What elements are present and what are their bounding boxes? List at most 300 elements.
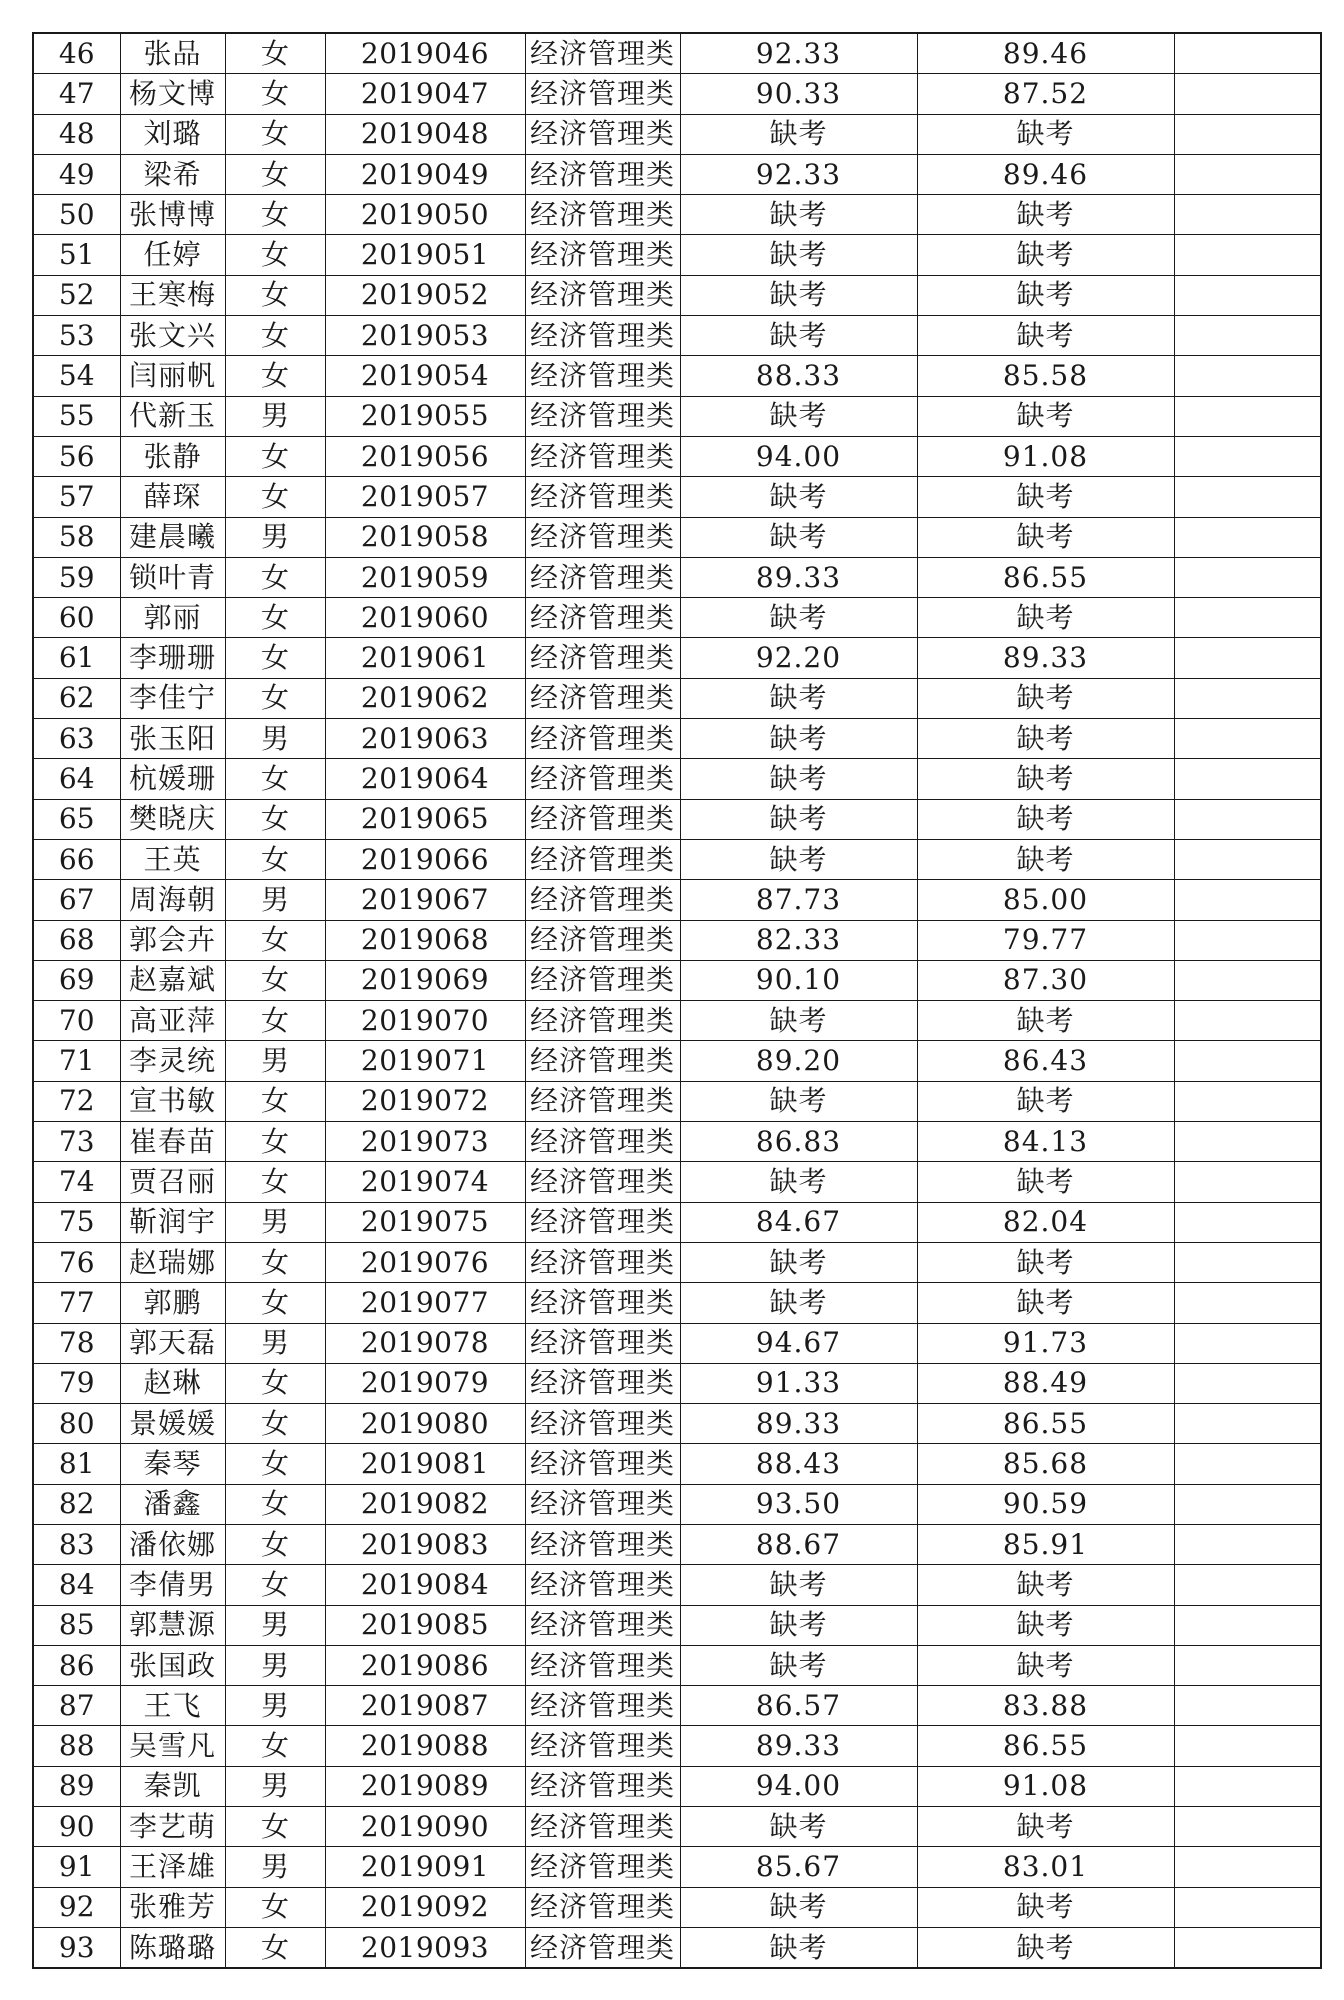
cell-remark: [1174, 1404, 1321, 1444]
cell-remark: [1174, 1686, 1321, 1726]
cell-category: 经济管理类: [525, 1283, 680, 1323]
table-row: [33, 1242, 1321, 1282]
table-row: [33, 1524, 1321, 1564]
cell-name: 秦凯: [120, 1766, 225, 1806]
cell-gender: 女: [225, 33, 325, 74]
cell-gender: 女: [225, 1001, 325, 1041]
cell-category: 经济管理类: [525, 557, 680, 597]
cell-exam-id: 2019052: [325, 275, 525, 315]
table-row: [33, 1484, 1321, 1524]
cell-name: 赵琳: [120, 1363, 225, 1403]
cell-number: 76: [33, 1242, 120, 1282]
cell-remark: [1174, 33, 1321, 74]
cell-remark: [1174, 1162, 1321, 1202]
cell-category: 经济管理类: [525, 33, 680, 74]
cell-remark: [1174, 356, 1321, 396]
cell-exam-id: 2019086: [325, 1645, 525, 1685]
cell-category: 经济管理类: [525, 1162, 680, 1202]
cell-score-written: 缺考: [680, 195, 917, 235]
cell-score-written: 缺考: [680, 477, 917, 517]
cell-name: 王寒梅: [120, 275, 225, 315]
cell-number: 65: [33, 799, 120, 839]
cell-gender: 男: [225, 1766, 325, 1806]
cell-score-written: 缺考: [680, 1283, 917, 1323]
cell-score-final: 缺考: [917, 235, 1174, 275]
cell-score-final: 缺考: [917, 1001, 1174, 1041]
cell-score-final: 缺考: [917, 316, 1174, 356]
table-row: [33, 1323, 1321, 1363]
cell-number: 50: [33, 195, 120, 235]
cell-score-final: 87.52: [917, 74, 1174, 114]
cell-remark: [1174, 275, 1321, 315]
cell-category: 经济管理类: [525, 1887, 680, 1927]
cell-category: 经济管理类: [525, 1927, 680, 1968]
cell-exam-id: 2019093: [325, 1927, 525, 1968]
cell-category: 经济管理类: [525, 1081, 680, 1121]
cell-score-final: 缺考: [917, 477, 1174, 517]
cell-name: 锁叶青: [120, 557, 225, 597]
cell-exam-id: 2019091: [325, 1847, 525, 1887]
cell-score-written: 缺考: [680, 678, 917, 718]
cell-category: 经济管理类: [525, 839, 680, 879]
cell-score-written: 缺考: [680, 396, 917, 436]
cell-score-final: 82.04: [917, 1202, 1174, 1242]
table-row: [33, 960, 1321, 1000]
cell-name: 张国政: [120, 1645, 225, 1685]
cell-category: 经济管理类: [525, 1807, 680, 1847]
cell-score-written: 缺考: [680, 598, 917, 638]
cell-gender: 女: [225, 356, 325, 396]
cell-gender: 男: [225, 1686, 325, 1726]
cell-category: 经济管理类: [525, 114, 680, 154]
cell-gender: 女: [225, 1524, 325, 1564]
cell-gender: 女: [225, 638, 325, 678]
table-body: [33, 33, 1321, 1968]
cell-exam-id: 2019046: [325, 33, 525, 74]
cell-number: 77: [33, 1283, 120, 1323]
cell-category: 经济管理类: [525, 1686, 680, 1726]
cell-gender: 女: [225, 1565, 325, 1605]
cell-score-final: 83.88: [917, 1686, 1174, 1726]
cell-score-final: 86.55: [917, 1404, 1174, 1444]
cell-exam-id: 2019073: [325, 1122, 525, 1162]
cell-name: 李珊珊: [120, 638, 225, 678]
cell-remark: [1174, 195, 1321, 235]
cell-number: 48: [33, 114, 120, 154]
cell-category: 经济管理类: [525, 356, 680, 396]
cell-remark: [1174, 1887, 1321, 1927]
cell-gender: 女: [225, 1444, 325, 1484]
cell-score-written: 缺考: [680, 1162, 917, 1202]
cell-remark: [1174, 114, 1321, 154]
cell-number: 68: [33, 920, 120, 960]
cell-number: 71: [33, 1041, 120, 1081]
cell-category: 经济管理类: [525, 1323, 680, 1363]
cell-score-final: 缺考: [917, 1887, 1174, 1927]
cell-remark: [1174, 920, 1321, 960]
table-row: [33, 1202, 1321, 1242]
cell-gender: 女: [225, 678, 325, 718]
table-row: [33, 1404, 1321, 1444]
cell-name: 潘鑫: [120, 1484, 225, 1524]
cell-name: 高亚萍: [120, 1001, 225, 1041]
cell-gender: 女: [225, 477, 325, 517]
cell-gender: 女: [225, 275, 325, 315]
cell-remark: [1174, 799, 1321, 839]
cell-gender: 男: [225, 396, 325, 436]
cell-score-final: 79.77: [917, 920, 1174, 960]
cell-score-written: 87.73: [680, 880, 917, 920]
cell-name: 李艺萌: [120, 1807, 225, 1847]
cell-gender: 女: [225, 436, 325, 476]
cell-number: 79: [33, 1363, 120, 1403]
cell-number: 46: [33, 33, 120, 74]
cell-number: 47: [33, 74, 120, 114]
cell-score-written: 缺考: [680, 1927, 917, 1968]
cell-exam-id: 2019075: [325, 1202, 525, 1242]
cell-remark: [1174, 557, 1321, 597]
cell-number: 53: [33, 316, 120, 356]
cell-number: 66: [33, 839, 120, 879]
cell-name: 闫丽帆: [120, 356, 225, 396]
cell-score-final: 缺考: [917, 799, 1174, 839]
cell-gender: 男: [225, 1605, 325, 1645]
cell-exam-id: 2019088: [325, 1726, 525, 1766]
cell-exam-id: 2019080: [325, 1404, 525, 1444]
cell-remark: [1174, 960, 1321, 1000]
cell-name: 贾召丽: [120, 1162, 225, 1202]
table-row: [33, 1887, 1321, 1927]
cell-name: 王泽雄: [120, 1847, 225, 1887]
cell-score-written: 缺考: [680, 235, 917, 275]
cell-score-written: 88.67: [680, 1524, 917, 1564]
cell-remark: [1174, 1323, 1321, 1363]
table-row: [33, 759, 1321, 799]
cell-score-written: 89.33: [680, 1726, 917, 1766]
cell-name: 赵嘉斌: [120, 960, 225, 1000]
cell-score-final: 缺考: [917, 195, 1174, 235]
cell-score-written: 缺考: [680, 1605, 917, 1645]
cell-exam-id: 2019048: [325, 114, 525, 154]
cell-number: 72: [33, 1081, 120, 1121]
cell-score-final: 缺考: [917, 1283, 1174, 1323]
table-row: [33, 880, 1321, 920]
cell-remark: [1174, 1605, 1321, 1645]
cell-remark: [1174, 598, 1321, 638]
cell-number: 78: [33, 1323, 120, 1363]
cell-category: 经济管理类: [525, 719, 680, 759]
cell-name: 郭慧源: [120, 1605, 225, 1645]
cell-score-final: 缺考: [917, 1242, 1174, 1282]
cell-name: 郭会卉: [120, 920, 225, 960]
cell-score-final: 87.30: [917, 960, 1174, 1000]
cell-gender: 女: [225, 1807, 325, 1847]
table-row: [33, 396, 1321, 436]
cell-exam-id: 2019082: [325, 1484, 525, 1524]
cell-exam-id: 2019092: [325, 1887, 525, 1927]
cell-name: 郭鹏: [120, 1283, 225, 1323]
cell-exam-id: 2019068: [325, 920, 525, 960]
cell-score-written: 缺考: [680, 799, 917, 839]
cell-remark: [1174, 1565, 1321, 1605]
cell-exam-id: 2019056: [325, 436, 525, 476]
cell-category: 经济管理类: [525, 638, 680, 678]
cell-remark: [1174, 396, 1321, 436]
cell-exam-id: 2019072: [325, 1081, 525, 1121]
cell-number: 84: [33, 1565, 120, 1605]
cell-exam-id: 2019062: [325, 678, 525, 718]
cell-score-final: 90.59: [917, 1484, 1174, 1524]
cell-number: 85: [33, 1605, 120, 1645]
cell-score-written: 88.43: [680, 1444, 917, 1484]
cell-remark: [1174, 638, 1321, 678]
cell-score-final: 缺考: [917, 839, 1174, 879]
cell-exam-id: 2019067: [325, 880, 525, 920]
cell-score-final: 86.43: [917, 1041, 1174, 1081]
cell-name: 崔春苗: [120, 1122, 225, 1162]
cell-score-written: 89.20: [680, 1041, 917, 1081]
cell-score-written: 缺考: [680, 1001, 917, 1041]
cell-score-written: 90.33: [680, 74, 917, 114]
cell-number: 52: [33, 275, 120, 315]
cell-score-final: 89.46: [917, 33, 1174, 74]
cell-score-final: 缺考: [917, 719, 1174, 759]
table-row: [33, 1081, 1321, 1121]
cell-remark: [1174, 759, 1321, 799]
cell-gender: 女: [225, 557, 325, 597]
cell-number: 75: [33, 1202, 120, 1242]
cell-exam-id: 2019084: [325, 1565, 525, 1605]
cell-remark: [1174, 154, 1321, 194]
cell-category: 经济管理类: [525, 1122, 680, 1162]
table-row: [33, 799, 1321, 839]
cell-score-final: 缺考: [917, 114, 1174, 154]
cell-exam-id: 2019065: [325, 799, 525, 839]
cell-remark: [1174, 1807, 1321, 1847]
cell-gender: 女: [225, 839, 325, 879]
cell-remark: [1174, 1363, 1321, 1403]
cell-score-final: 86.55: [917, 1726, 1174, 1766]
cell-category: 经济管理类: [525, 1444, 680, 1484]
cell-gender: 女: [225, 1887, 325, 1927]
table-row: [33, 154, 1321, 194]
cell-score-written: 缺考: [680, 1645, 917, 1685]
cell-number: 51: [33, 235, 120, 275]
cell-score-written: 缺考: [680, 316, 917, 356]
cell-number: 73: [33, 1122, 120, 1162]
cell-number: 88: [33, 1726, 120, 1766]
cell-score-final: 缺考: [917, 1081, 1174, 1121]
cell-gender: 男: [225, 880, 325, 920]
cell-name: 周海朝: [120, 880, 225, 920]
cell-exam-id: 2019070: [325, 1001, 525, 1041]
cell-gender: 女: [225, 1404, 325, 1444]
cell-number: 61: [33, 638, 120, 678]
cell-score-final: 缺考: [917, 1565, 1174, 1605]
table-row: [33, 195, 1321, 235]
cell-exam-id: 2019077: [325, 1283, 525, 1323]
cell-score-written: 92.33: [680, 154, 917, 194]
cell-number: 74: [33, 1162, 120, 1202]
cell-gender: 女: [225, 1484, 325, 1524]
cell-gender: 女: [225, 1363, 325, 1403]
cell-number: 59: [33, 557, 120, 597]
cell-score-written: 86.57: [680, 1686, 917, 1726]
cell-remark: [1174, 1726, 1321, 1766]
cell-score-written: 缺考: [680, 1565, 917, 1605]
cell-gender: 男: [225, 517, 325, 557]
cell-remark: [1174, 316, 1321, 356]
cell-remark: [1174, 719, 1321, 759]
score-sheet: [32, 32, 1320, 1969]
cell-score-written: 86.83: [680, 1122, 917, 1162]
cell-category: 经济管理类: [525, 960, 680, 1000]
cell-exam-id: 2019079: [325, 1363, 525, 1403]
cell-name: 吴雪凡: [120, 1726, 225, 1766]
cell-score-final: 88.49: [917, 1363, 1174, 1403]
cell-score-written: 90.10: [680, 960, 917, 1000]
cell-category: 经济管理类: [525, 1202, 680, 1242]
cell-score-written: 82.33: [680, 920, 917, 960]
table-row: [33, 1807, 1321, 1847]
cell-name: 刘璐: [120, 114, 225, 154]
cell-gender: 女: [225, 799, 325, 839]
cell-score-final: 91.08: [917, 436, 1174, 476]
cell-score-written: 缺考: [680, 1242, 917, 1282]
cell-number: 57: [33, 477, 120, 517]
cell-number: 91: [33, 1847, 120, 1887]
cell-gender: 男: [225, 1323, 325, 1363]
cell-remark: [1174, 477, 1321, 517]
cell-name: 陈璐璐: [120, 1927, 225, 1968]
table-row: [33, 598, 1321, 638]
cell-name: 郭天磊: [120, 1323, 225, 1363]
cell-name: 赵瑞娜: [120, 1242, 225, 1282]
cell-score-written: 89.33: [680, 1404, 917, 1444]
cell-category: 经济管理类: [525, 1524, 680, 1564]
cell-remark: [1174, 1081, 1321, 1121]
cell-name: 李灵统: [120, 1041, 225, 1081]
table-row: [33, 436, 1321, 476]
cell-exam-id: 2019063: [325, 719, 525, 759]
cell-category: 经济管理类: [525, 1484, 680, 1524]
cell-exam-id: 2019057: [325, 477, 525, 517]
cell-gender: 女: [225, 316, 325, 356]
cell-exam-id: 2019060: [325, 598, 525, 638]
cell-gender: 女: [225, 960, 325, 1000]
cell-category: 经济管理类: [525, 195, 680, 235]
table-row: [33, 316, 1321, 356]
cell-exam-id: 2019051: [325, 235, 525, 275]
cell-score-final: 缺考: [917, 1162, 1174, 1202]
table-row: [33, 1847, 1321, 1887]
cell-category: 经济管理类: [525, 799, 680, 839]
cell-score-written: 缺考: [680, 839, 917, 879]
cell-number: 81: [33, 1444, 120, 1484]
cell-remark: [1174, 1242, 1321, 1282]
cell-score-written: 92.20: [680, 638, 917, 678]
cell-score-written: 85.67: [680, 1847, 917, 1887]
cell-remark: [1174, 517, 1321, 557]
cell-number: 63: [33, 719, 120, 759]
cell-number: 83: [33, 1524, 120, 1564]
cell-number: 70: [33, 1001, 120, 1041]
cell-category: 经济管理类: [525, 517, 680, 557]
cell-score-final: 缺考: [917, 1807, 1174, 1847]
cell-number: 80: [33, 1404, 120, 1444]
cell-exam-id: 2019076: [325, 1242, 525, 1282]
cell-score-final: 缺考: [917, 517, 1174, 557]
cell-gender: 女: [225, 1162, 325, 1202]
cell-number: 87: [33, 1686, 120, 1726]
cell-name: 郭丽: [120, 598, 225, 638]
cell-remark: [1174, 1766, 1321, 1806]
cell-score-final: 缺考: [917, 275, 1174, 315]
cell-score-final: 86.55: [917, 557, 1174, 597]
cell-remark: [1174, 880, 1321, 920]
cell-exam-id: 2019053: [325, 316, 525, 356]
cell-score-written: 88.33: [680, 356, 917, 396]
cell-score-final: 85.58: [917, 356, 1174, 396]
cell-exam-id: 2019087: [325, 1686, 525, 1726]
table-row: [33, 638, 1321, 678]
cell-gender: 女: [225, 598, 325, 638]
cell-score-written: 94.00: [680, 436, 917, 476]
cell-name: 樊晓庆: [120, 799, 225, 839]
cell-gender: 女: [225, 1927, 325, 1968]
cell-score-final: 89.33: [917, 638, 1174, 678]
cell-score-final: 缺考: [917, 678, 1174, 718]
cell-category: 经济管理类: [525, 1605, 680, 1645]
cell-category: 经济管理类: [525, 1363, 680, 1403]
table-row: [33, 1283, 1321, 1323]
cell-name: 薛琛: [120, 477, 225, 517]
cell-score-written: 93.50: [680, 1484, 917, 1524]
cell-category: 经济管理类: [525, 235, 680, 275]
cell-exam-id: 2019064: [325, 759, 525, 799]
cell-remark: [1174, 436, 1321, 476]
cell-remark: [1174, 1847, 1321, 1887]
table-row: [33, 1686, 1321, 1726]
table-row: [33, 477, 1321, 517]
cell-score-written: 89.33: [680, 557, 917, 597]
cell-exam-id: 2019049: [325, 154, 525, 194]
cell-gender: 女: [225, 1242, 325, 1282]
table-row: [33, 1645, 1321, 1685]
table-row: [33, 557, 1321, 597]
cell-number: 92: [33, 1887, 120, 1927]
cell-name: 王飞: [120, 1686, 225, 1726]
table-row: [33, 517, 1321, 557]
cell-score-written: 84.67: [680, 1202, 917, 1242]
cell-number: 62: [33, 678, 120, 718]
cell-category: 经济管理类: [525, 74, 680, 114]
cell-score-final: 89.46: [917, 154, 1174, 194]
cell-name: 张玉阳: [120, 719, 225, 759]
cell-name: 张雅芳: [120, 1887, 225, 1927]
cell-exam-id: 2019069: [325, 960, 525, 1000]
cell-name: 梁希: [120, 154, 225, 194]
cell-name: 靳润宇: [120, 1202, 225, 1242]
table-row: [33, 1726, 1321, 1766]
cell-number: 56: [33, 436, 120, 476]
cell-exam-id: 2019074: [325, 1162, 525, 1202]
table-row: [33, 1001, 1321, 1041]
cell-name: 李倩男: [120, 1565, 225, 1605]
cell-category: 经济管理类: [525, 1847, 680, 1887]
cell-name: 张文兴: [120, 316, 225, 356]
cell-gender: 女: [225, 235, 325, 275]
